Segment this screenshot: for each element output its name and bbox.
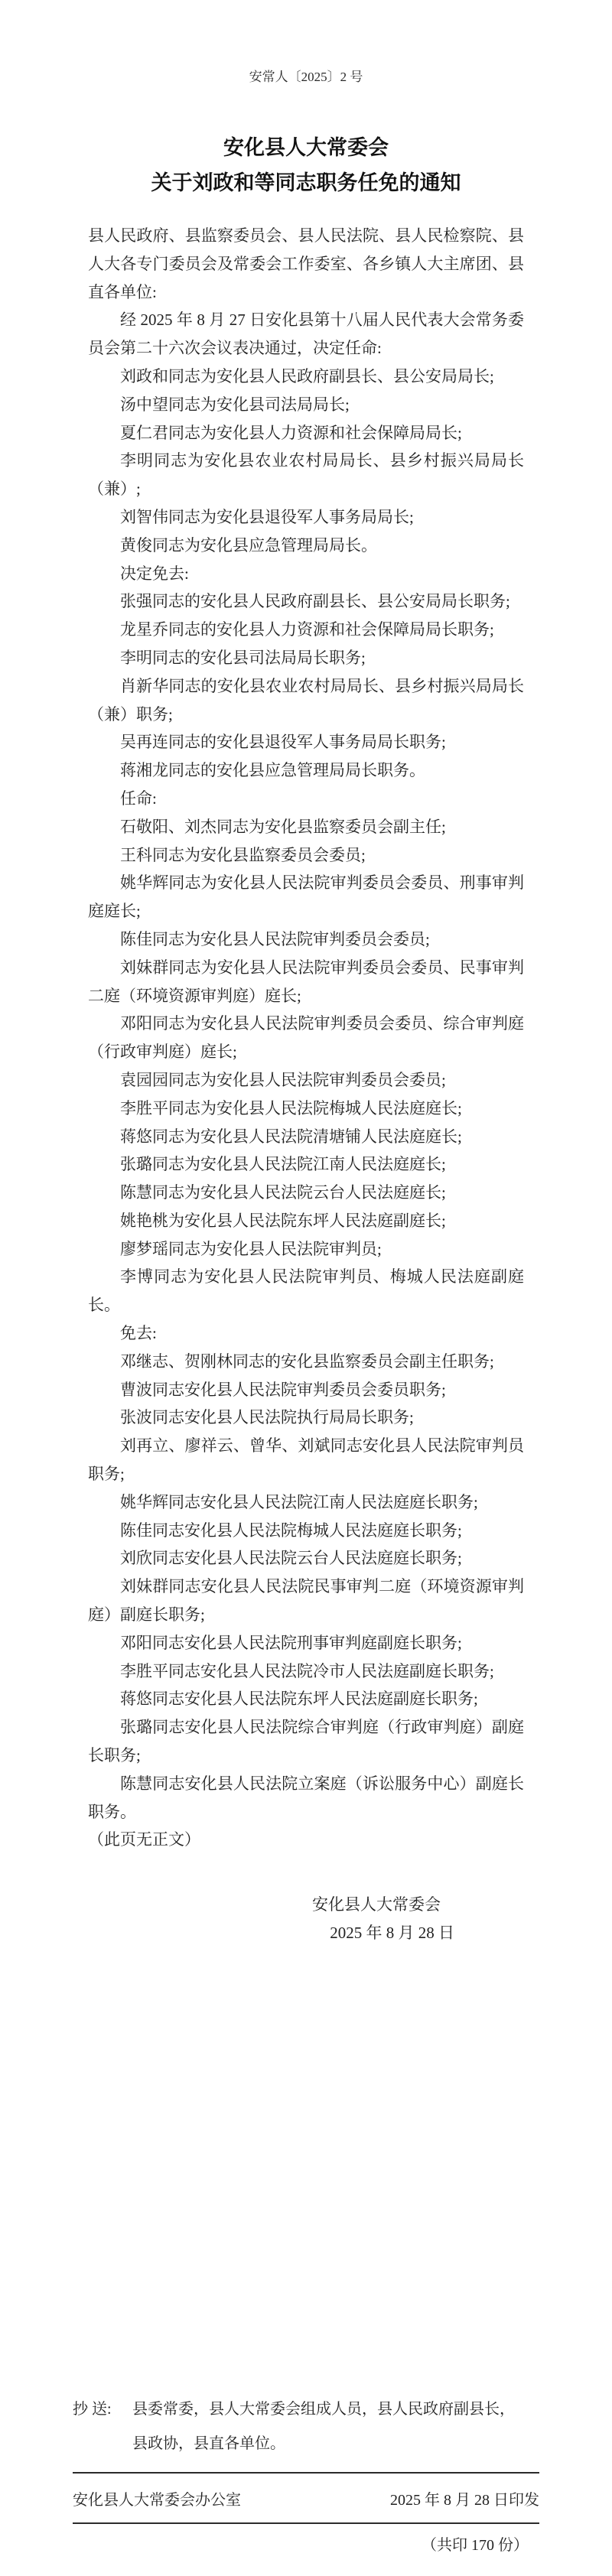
body-paragraph: 李胜平同志为安化县人民法院梅城人民法庭庭长; [120, 1098, 462, 1117]
body-paragraph: 陈佳同志安化县人民法院梅城人民法庭庭长职务; [120, 1521, 462, 1540]
body-paragraph: 蒋悠同志为安化县人民法院清塘铺人民法庭庭长; [120, 1127, 462, 1146]
body-paragraph: 张璐同志为安化县人民法院江南人民法庭庭长; [120, 1155, 446, 1174]
body-paragraph: 汤中望同志为安化县司法局局长; [120, 395, 350, 414]
body-paragraph: 邓继志、贺刚林同志的安化县监察委员会副主任职务; [120, 1351, 494, 1371]
body-paragraph: 黄俊同志为安化县应急管理局局长。 [120, 535, 377, 555]
issuer-row [73, 2474, 539, 2522]
body-paragraph: 刘欣同志安化县人民法院云台人民法庭庭长职务; [120, 1549, 462, 1568]
body-paragraph: 陈慧同志安化县人民法院立案庭（诉讼服务中心）副庭长职务。 [88, 1774, 524, 1821]
document-title [0, 130, 612, 200]
body-paragraph-section-heading: 免去: [120, 1324, 157, 1343]
body-paragraph: 刘政和同志为安化县人民政府副县长、县公安局局长; [120, 366, 494, 385]
body-paragraph: 经 2025 年 8 月 27 日安化县第十八届人民代表大会常务委员会第二十六次会议表决通过，决定任命: [88, 311, 524, 358]
copies-count: （共印 170 份） [422, 2537, 529, 2554]
body-paragraph: 蒋湘龙同志的安化县应急管理局局长职务。 [120, 761, 425, 780]
colophon [73, 2392, 539, 2567]
body-paragraph: 李明同志的安化县司法局局长职务; [120, 648, 366, 667]
body-paragraph: 刘智伟同志为安化县退役军人事务局局长; [120, 507, 414, 526]
body-paragraph: 曹波同志安化县人民法院审判委员会委员职务; [120, 1380, 446, 1399]
body-paragraph-section-heading: 任命: [120, 789, 157, 808]
title-line-1: 安化县人大常委会 [223, 136, 389, 159]
no-text-on-page-note: （此页无正文） [88, 1830, 200, 1849]
body-paragraph: 邓阳同志为安化县人民法院审判委员会委员、综合审判庭（行政审判庭）庭长; [88, 1014, 524, 1062]
body-paragraph: 陈佳同志为安化县人民法院审判委员会委员; [120, 929, 430, 948]
body-paragraph: 姚华辉同志为安化县人民法院审判委员会委员、刑事审判庭庭长; [88, 873, 524, 921]
print-date: 2025 年 8 月 28 日印发 [390, 2491, 539, 2509]
body-paragraph-salutation: 县人民政府、县监察委员会、县人民法院、县人民检察院、县人大各专门委员会及常委会工作委室、各乡镇人大主席团、县直各单位: [88, 226, 524, 301]
body-paragraph: 蒋悠同志安化县人民法院东坪人民法庭副庭长职务; [120, 1690, 478, 1709]
issuing-office: 安化县人大常委会办公室 [73, 2491, 241, 2509]
body-paragraph: 邓阳同志安化县人民法院刑事审判庭副庭长职务; [120, 1633, 462, 1652]
title-line-2: 关于刘政和等同志职务任免的通知 [151, 171, 461, 194]
body-paragraph: 刘妹群同志为安化县人民法院审判委员会委员、民事审判二庭（环境资源审判庭）庭长; [88, 958, 524, 1005]
body-paragraph: 王科同志为安化县监察委员会委员; [120, 845, 366, 864]
body-paragraph: 李明同志为安化县农业农村局局长、县乡村振兴局局长（兼）; [88, 451, 524, 499]
body-paragraph: 廖梦瑶同志为安化县人民法院审判员; [120, 1239, 382, 1258]
signature-date: 2025 年 8 月 28 日 [330, 1923, 454, 1942]
document-number: 安常人〔2025〕2 号 [249, 70, 363, 84]
document-body [88, 222, 524, 1947]
body-text [88, 222, 524, 1849]
body-paragraph: 张璐同志安化县人民法院综合审判庭（行政审判庭）副庭长职务; [88, 1718, 524, 1765]
body-paragraph: 石敬阳、刘杰同志为安化县监察委员会副主任; [120, 817, 446, 836]
cc-label: 抄 送: [73, 2401, 112, 2418]
cc-body [132, 2392, 539, 2461]
body-paragraph: 张波同志安化县人民法院执行局局长职务; [120, 1408, 414, 1427]
cc-block [73, 2392, 539, 2472]
cc-line-1: 县委常委，县人大常委会组成人员，县人民政府副县长， [132, 2401, 515, 2418]
body-paragraph: 夏仁君同志为安化县人力资源和社会保障局局长; [120, 423, 462, 442]
signature-authority: 安化县人大常委会 [312, 1895, 441, 1914]
body-paragraph: 陈慧同志为安化县人民法院云台人民法庭庭长; [120, 1183, 446, 1202]
body-paragraph: 刘妹群同志安化县人民法院民事审判二庭（环境资源审判庭）副庭长职务; [88, 1577, 524, 1625]
body-paragraph: 姚艳桃为安化县人民法院东坪人民法庭副庭长; [120, 1211, 446, 1230]
body-paragraph: 李博同志为安化县人民法院审判员、梅城人民法庭副庭长。 [88, 1267, 524, 1315]
body-paragraph: 姚华辉同志安化县人民法院江南人民法庭庭长职务; [120, 1492, 478, 1511]
body-paragraph: 袁园园同志为安化县人民法院审判委员会委员; [120, 1070, 446, 1089]
signature-block [88, 1891, 524, 1947]
body-paragraph-section-heading: 决定免去: [120, 564, 189, 583]
body-paragraph: 龙星乔同志的安化县人力资源和社会保障局局长职务; [120, 620, 494, 639]
body-paragraph: 吴再连同志的安化县退役军人事务局局长职务; [120, 733, 446, 752]
body-paragraph: 张强同志的安化县人民政府副县长、县公安局局长职务; [120, 592, 510, 611]
body-paragraph: 李胜平同志安化县人民法院冷市人民法庭副庭长职务; [120, 1661, 494, 1680]
body-paragraph: 肖新华同志的安化县农业农村局局长、县乡村振兴局局长（兼）职务; [88, 676, 524, 724]
cc-line-2: 县政协，县直各单位。 [132, 2435, 285, 2452]
body-paragraph: 刘再立、廖祥云、曾华、刘斌同志安化县人民法院审判员职务; [88, 1436, 524, 1484]
